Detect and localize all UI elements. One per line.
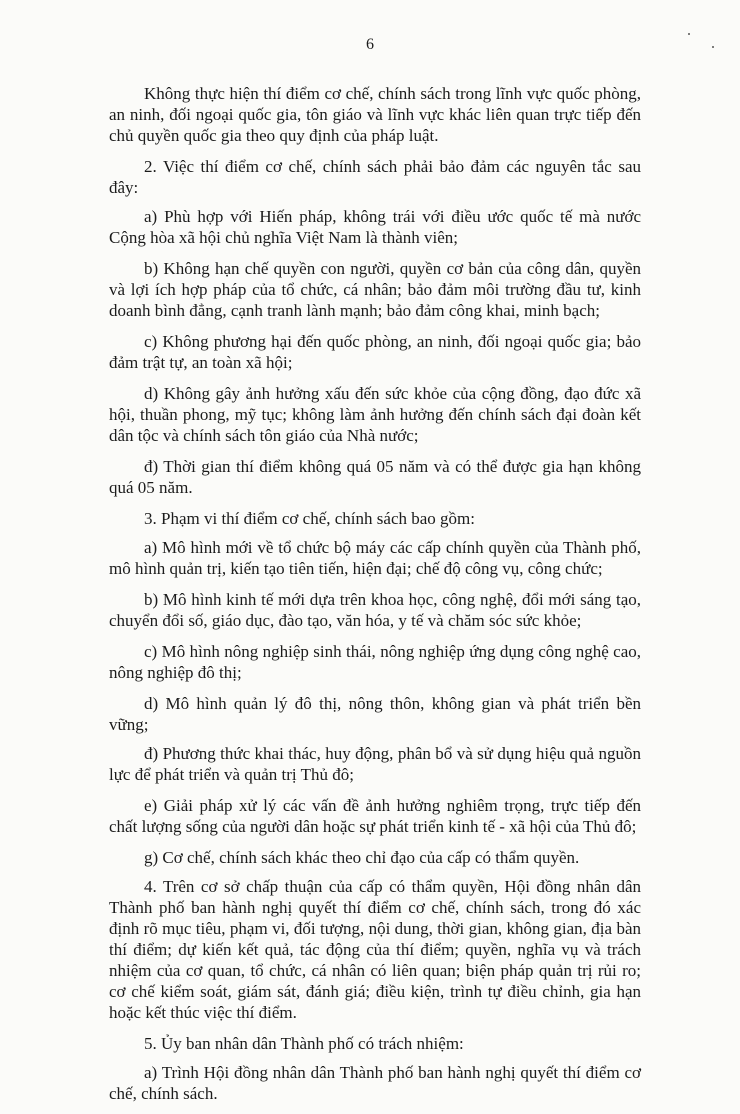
paragraph: 5. Ủy ban nhân dân Thành phố có trách nhiệm: [144, 1034, 464, 1053]
paragraph: a) Phù hợp với Hiến pháp, không trái với điều ước quốc tế mà nước Cộng hòa xã hội chủ nghĩa Việt Nam là thành viên; [109, 207, 641, 247]
paragraph: g) Cơ chế, chính sách khác theo chỉ đạo của cấp có thẩm quyền. [144, 848, 580, 867]
paragraph: a) Mô hình mới về tổ chức bộ máy các cấp chính quyền của Thành phố, mô hình quản trị, kiến tạo tiên tiến, hiện đại; chế độ công vụ, công chức; [109, 538, 641, 578]
paragraph: 3. Phạm vi thí điểm cơ chế, chính sách bao gồm: [144, 509, 475, 528]
page-number: 6 [366, 36, 374, 53]
paragraph: d) Mô hình quản lý đô thị, nông thôn, không gian và phát triển bền vững; [109, 694, 641, 734]
paragraph: đ) Phương thức khai thác, huy động, phân bổ và sử dụng hiệu quả nguồn lực để phát triển và quản trị Thủ đô; [109, 744, 641, 784]
paragraph: đ) Thời gian thí điểm không quá 05 năm và có thể được gia hạn không quá 05 năm. [109, 457, 641, 497]
paragraph: 4. Trên cơ sở chấp thuận của cấp có thẩm quyền, Hội đồng nhân dân Thành phố ban hành nghị quyết thí điểm cơ chế, chính sách, trong đó xác định rõ mục tiêu, phạm vi, đối tượng, nội dung, thời gian, không gian, địa bàn thí điểm; dự kiến kết quả, tác động của thí điểm; quyền, nghĩa vụ và trách nhiệm của cơ quan, tổ chức, cá nhân có liên quan; biện pháp quản trị rủi ro; cơ chế kiểm soát, giám sát, đánh giá; điều kiện, trình tự điều chỉnh, gia hạn hoặc kết thúc việc thí điểm. [109, 877, 641, 1022]
paragraph: a) Trình Hội đồng nhân dân Thành phố ban hành nghị quyết thí điểm cơ chế, chính sách. [109, 1063, 641, 1103]
paragraph: e) Giải pháp xử lý các vấn đề ảnh hưởng nghiêm trọng, trực tiếp đến chất lượng sống của người dân hoặc sự phát triển kinh tế - xã hội của Thủ đô; [109, 796, 641, 836]
paragraph: c) Không phương hại đến quốc phòng, an ninh, đối ngoại quốc gia; bảo đảm trật tự, an toàn xã hội; [109, 332, 641, 372]
paragraph: b) Mô hình kinh tế mới dựa trên khoa học, công nghệ, đổi mới sáng tạo, chuyển đổi số, giáo dục, đào tạo, văn hóa, y tế và chăm sóc sức khỏe; [109, 590, 641, 630]
paragraph: d) Không gây ảnh hưởng xấu đến sức khỏe của cộng đồng, đạo đức xã hội, thuần phong, mỹ tục; không làm ảnh hưởng đến chính sách đại đoàn kết dân tộc và chính sách tôn giáo của Nhà nước; [109, 384, 641, 445]
document-body [109, 83, 641, 1114]
paragraph: 2. Việc thí điểm cơ chế, chính sách phải bảo đảm các nguyên tắc sau đây: [109, 157, 641, 197]
paragraph: b) Không hạn chế quyền con người, quyền cơ bản của công dân, quyền và lợi ích hợp pháp của tổ chức, cá nhân; bảo đảm môi trường đầu tư, kinh doanh bình đẳng, cạnh tranh lành mạnh; bảo đảm công khai, minh bạch; [109, 259, 641, 320]
scan-speck [688, 33, 690, 35]
paragraph: Không thực hiện thí điểm cơ chế, chính sách trong lĩnh vực quốc phòng, an ninh, đối ngoại quốc gia, tôn giáo và lĩnh vực khác liên quan trực tiếp đến chủ quyền quốc gia theo quy định của pháp luật. [109, 84, 641, 145]
paragraph: c) Mô hình nông nghiệp sinh thái, nông nghiệp ứng dụng công nghệ cao, nông nghiệp đô thị; [109, 642, 641, 682]
